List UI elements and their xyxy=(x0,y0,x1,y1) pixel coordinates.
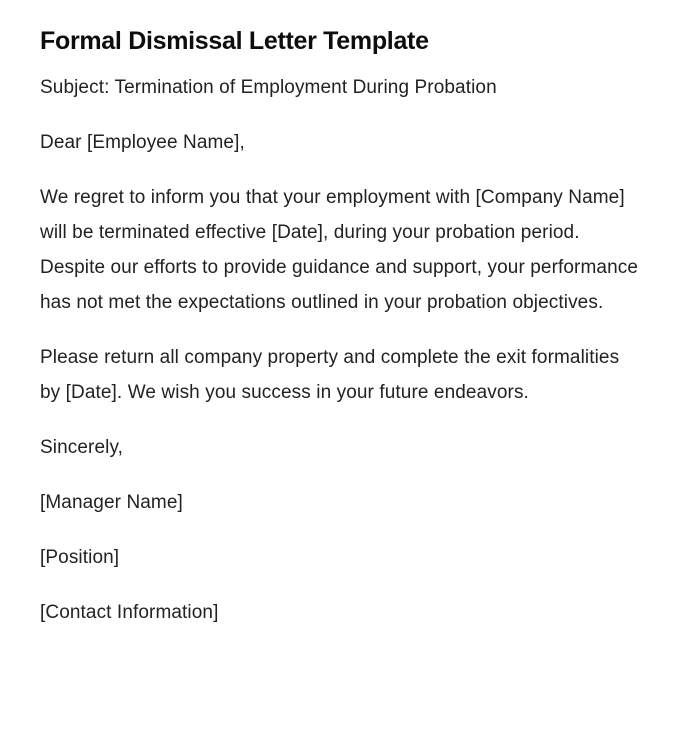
letter-greeting: Dear [Employee Name], xyxy=(40,132,245,153)
letter-subject: Subject: Termination of Employment During Probation xyxy=(40,77,497,98)
signature-manager-name: [Manager Name] xyxy=(40,492,183,513)
signature-contact-information: [Contact Information] xyxy=(40,602,219,623)
letter-body-paragraph-1: We regret to inform you that your employment with [Company Name] will be terminated effective [Date], during your probation period. Despite our efforts to provide guidance and support, your performance has not met the expectations outlined in your probation objectives. xyxy=(40,187,639,313)
letter-document xyxy=(40,24,640,650)
letter-body-paragraph-2: Please return all company property and complete the exit formalities by [Date]. We wish you success in your future endeavors. xyxy=(40,347,620,403)
signature-position: [Position] xyxy=(40,547,120,568)
letter-title: Formal Dismissal Letter Template xyxy=(40,27,429,55)
letter-closing: Sincerely, xyxy=(40,437,124,458)
